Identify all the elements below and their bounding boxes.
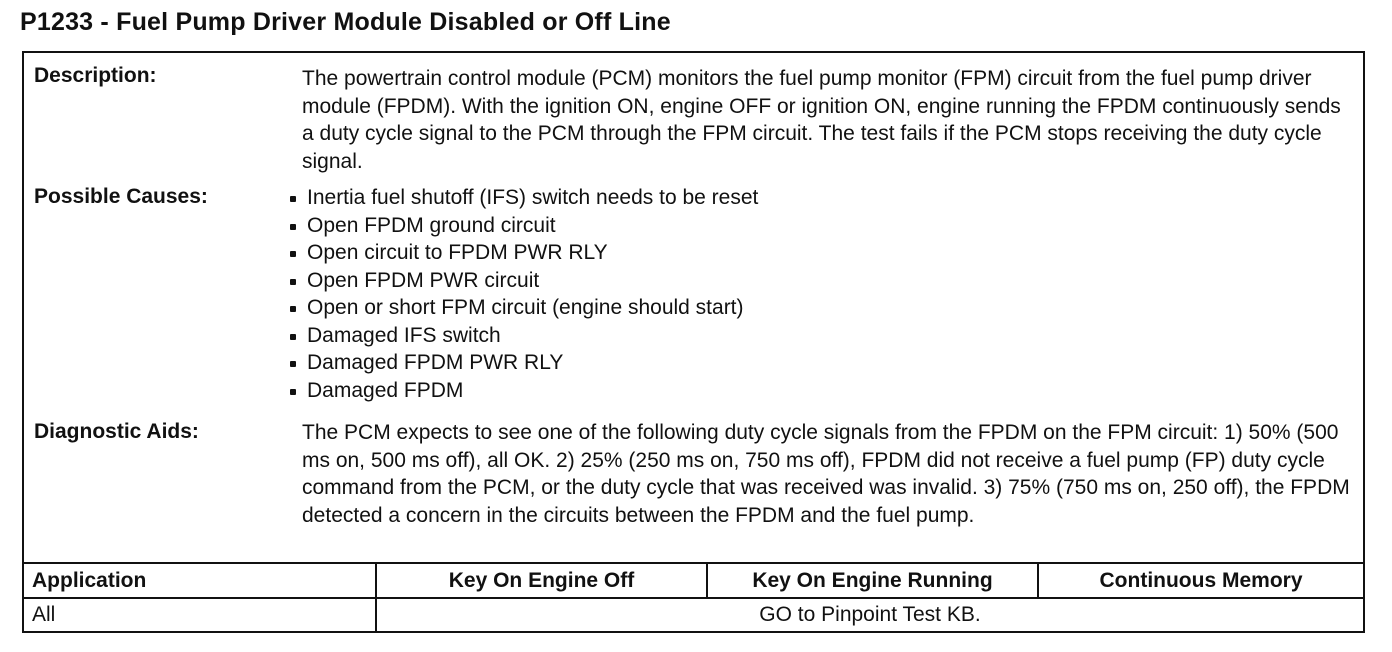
- dtc-info-box: [22, 51, 1365, 633]
- header-key-on-engine-running: Key On Engine Running: [752, 568, 993, 592]
- diagnostic-aids-text: The PCM expects to see one of the following duty cycle signals from the FPDM on the FPM circuit: 1) 50% (500 ms on, 500 ms off), all OK. 2) 25% (250 ms on, 750 ms off), FPDM did not receive a fuel pump (FP) duty cycle command from the PCM, or the duty cycle that was received was invalid. 3) 75% (750 ms on, 250 off), the FPDM detected a concern in the circuits between the FPDM and the fuel pump.: [302, 421, 1350, 527]
- list-item: Damaged IFS switch: [288, 322, 1338, 350]
- header-key-on-engine-off: Key On Engine Off: [448, 568, 635, 592]
- cell-action: GO to Pinpoint Test KB.: [759, 603, 981, 626]
- page-title: P1233 - Fuel Pump Driver Module Disabled or Off Line: [20, 8, 671, 36]
- cell-application: All: [32, 603, 56, 626]
- list-item: Inertia fuel shutoff (IFS) switch needs to be reset: [288, 184, 1338, 212]
- list-item: Open or short FPM circuit (engine should start): [288, 294, 1338, 322]
- list-item: Open FPDM ground circuit: [288, 212, 1338, 240]
- list-item: Open FPDM PWR circuit: [288, 267, 1338, 295]
- list-item: Open circuit to FPDM PWR RLY: [288, 239, 1338, 267]
- diagnostic-aids-label: Diagnostic Aids:: [34, 420, 199, 443]
- list-item: Damaged FPDM PWR RLY: [288, 349, 1338, 377]
- header-continuous-memory: Continuous Memory: [1099, 568, 1303, 592]
- possible-causes-list: [288, 184, 1338, 404]
- list-item: Damaged FPDM: [288, 377, 1338, 405]
- description-label: Description:: [34, 64, 157, 87]
- header-application: Application: [32, 568, 147, 592]
- description-text: The powertrain control module (PCM) monitors the fuel pump monitor (FPM) circuit from the fuel pump driver module (FPDM). With the ignition ON, engine OFF or ignition ON, engine running the FPDM continuously sends a duty cycle signal to the PCM through the FPM circuit. The test fails if the PCM stops receiving the duty cycle signal.: [302, 67, 1341, 173]
- possible-causes-label: Possible Causes:: [34, 185, 208, 208]
